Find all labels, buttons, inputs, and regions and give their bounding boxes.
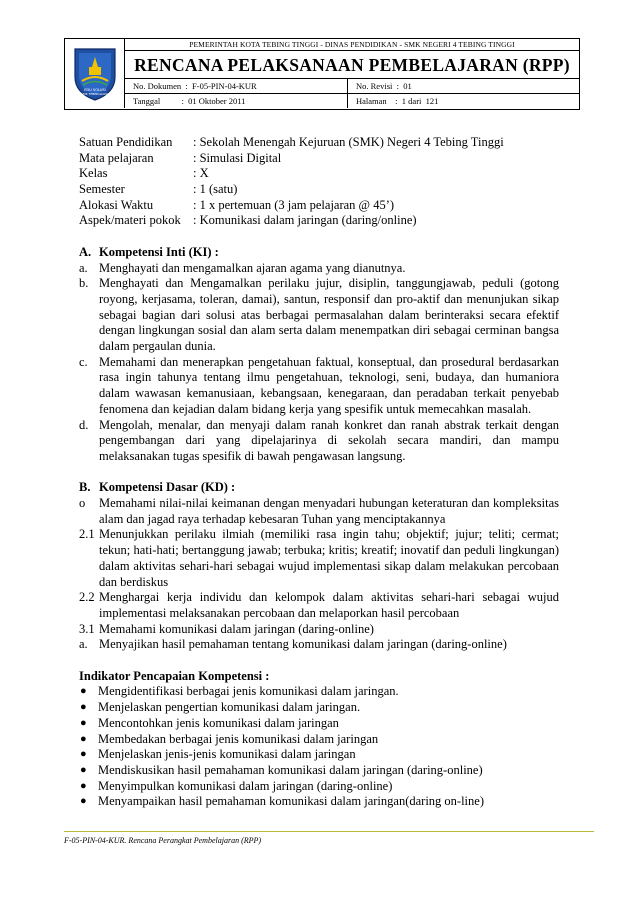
item-marker: 2.1 <box>79 527 95 542</box>
footer-text: F-05-PIN-04-KUR. Rencana Perangkat Pembelajaran (RPP) <box>64 836 262 845</box>
svg-text:SMK TEBINGLIANG: SMK TEBINGLIANG <box>80 91 109 96</box>
bullet-icon: ● <box>80 732 87 745</box>
info-value: : Komunikasi dalam jaringan (daring/online) <box>193 213 417 228</box>
doc-number: No. Dokumen : F-05-PIN-04-KUR <box>125 79 348 93</box>
item-text: Menyajikan hasil pemahaman tentang komunikasi dalam jaringan (daring-online) <box>99 637 507 652</box>
footer-divider <box>64 831 594 832</box>
list-item <box>79 637 559 653</box>
school-logo-icon <box>70 45 120 103</box>
indikator-text: Mengidentifikasi berbagai jenis komunikasi dalam jaringan. <box>98 684 399 699</box>
indikator-item <box>79 716 559 732</box>
bullet-icon: ● <box>80 716 87 729</box>
list-item <box>79 590 559 621</box>
item-marker: d. <box>79 417 89 432</box>
item-text: Memahami dan menerapkan pengetahuan faktual, konseptual, dan prosedural berdasarkan rasa ingin tahunya tentang ilmu pengetahuan, teknologi, seni, budaya, dan humaniora dalam wawasan kemanusiaan, kebangsaan, kenegaraan, dan peradaban terkait penyebab fenomena dan kejadian dalam bidang kerja yang spesifik untuk memecahkan masalah. <box>99 354 559 416</box>
indikator-text: Mencontohkan jenis komunikasi dalam jaringan <box>98 715 339 730</box>
page-count: Halaman : 1 dari 121 <box>356 95 439 106</box>
item-marker: 3.1 <box>79 621 95 636</box>
item-text: Menghayati dan Mengamalkan perilaku jujur, disiplin, tanggungjawab, peduli (gotong royong, kerjasama, toleran, damai), santun, responsif dan pro-aktif dan menunjukan sikap sebagai bagian dari solusi atas berbagai permasalahan dalam berinteraksi secara efektif dengan lingkungan sosial dan alam serta dalam menempatkan diri sebagai cerminan bangsa dalam pergaulan dunia. <box>99 276 559 354</box>
info-value: : 1 x pertemuan (3 jam pelajaran @ 45’) <box>193 197 395 212</box>
info-value: : Simulasi Digital <box>193 150 282 165</box>
item-text: Menghayati dan mengamalkan ajaran agama yang dianutnya. <box>99 260 406 275</box>
info-value: : Sekolah Menengah Kejuruan (SMK) Negeri 4 Tebing Tinggi <box>193 135 504 149</box>
header-agency-line: PEMERINTAH KOTA TEBING TINGGI - DINAS PENDIDIKAN - SMK NEGERI 4 TEBING TINGGI <box>125 39 579 51</box>
list-item <box>79 527 559 590</box>
list-item <box>79 622 559 638</box>
info-list <box>79 135 559 229</box>
item-marker: a. <box>79 637 88 652</box>
indikator-text: Menjelaskan jenis-jenis komunikasi dalam jaringan <box>98 747 356 762</box>
indikator-text: Menyimpulkan komunikasi dalam jaringan (daring-online) <box>98 778 393 793</box>
indikator-item <box>79 700 559 716</box>
doc-date: Tanggal : 01 Oktober 2011 <box>125 94 348 109</box>
bullet-icon: ● <box>80 763 87 776</box>
item-text: Mengolah, menalar, dan menyaji dalam ranah konkret dan ranah abstrak terkait dengan pengembangan dari yang dipelajarinya di sekolah secara mandiri, dan mampu melaksanakan tugas spesifik di bawah pengawasan langsung. <box>99 417 559 463</box>
list-item <box>79 261 559 277</box>
ki-heading: A. Kompetensi Inti (KI) : <box>79 244 219 259</box>
indikator-item <box>79 779 559 795</box>
logo-cell <box>65 39 125 108</box>
item-text: Menghargai kerja individu dan kelompok dalam aktivitas sehari-hari sebagai wujud implementasi melaksanakan percobaan dan melaporkan hasil percobaan <box>99 590 559 620</box>
bullet-icon: ● <box>80 748 87 761</box>
info-row <box>79 198 559 214</box>
revision-number: No. Revisi : 01 <box>356 81 412 91</box>
info-key: Satuan Pendidikan <box>79 135 173 149</box>
list-item <box>79 418 559 465</box>
header-row-2 <box>125 94 579 109</box>
kd-heading: B. Kompetensi Dasar (KD) : <box>79 480 236 495</box>
indikator-item <box>79 763 559 779</box>
info-key: Alokasi Waktu <box>79 197 154 212</box>
indikator-item <box>79 732 559 748</box>
info-key: Kelas <box>79 166 108 181</box>
info-row <box>79 135 559 151</box>
list-item <box>79 355 559 418</box>
info-row <box>79 182 559 198</box>
indikator-item <box>79 794 559 810</box>
info-key: Mata pelajaran <box>79 150 154 165</box>
indikator-text: Mendiskusikan hasil pemahaman komunikasi dalam jaringan (daring-online) <box>98 762 483 777</box>
indikator-list <box>79 684 559 810</box>
bullet-icon: ● <box>80 701 87 714</box>
kd-list <box>79 496 559 653</box>
info-row <box>79 166 559 182</box>
bullet-icon: ● <box>80 795 87 808</box>
item-marker: o <box>79 496 86 511</box>
info-row <box>79 213 559 229</box>
indikator-heading: Indikator Pencapaian Kompetensi : <box>79 668 270 683</box>
header-row-1 <box>125 79 579 94</box>
svg-text:EDU SOLUSI: EDU SOLUSI <box>83 87 106 92</box>
document-title: RENCANA PELAKSANAAN PEMBELAJARAN (RPP) <box>125 51 579 79</box>
item-marker: 2.2 <box>79 590 95 605</box>
indikator-text: Membedakan berbagai jenis komunikasi dalam jaringan <box>98 731 379 746</box>
item-text: Menunjukkan perilaku ilmiah (memiliki rasa ingin tahu; objektif; jujur; teliti; cermat; tekun; hati-hati; bertanggung jawab; terbuka; kritis; kreatif; inovatif dan peduli lingkungan) dalam aktivitas sehari-hari sebagai wujud implementasi sikap dalam melakukan percobaan dan berdiskus <box>99 527 559 589</box>
item-marker: b. <box>79 276 89 291</box>
indikator-text: Menjelaskan pengertian komunikasi dalam jaringan. <box>98 700 361 715</box>
item-marker: c. <box>79 354 88 369</box>
indikator-item <box>79 747 559 763</box>
list-item <box>79 496 559 527</box>
info-value: : 1 (satu) <box>193 182 238 197</box>
indikator-text: Menyampaikan hasil pemahaman komunikasi dalam jaringan(daring on-line) <box>98 794 484 809</box>
item-text: Memahami nilai-nilai keimanan dengan menyadari hubungan keteraturan dan kompleksitas alam dan jagad raya terhadap kebesaran Tuhan yang menciptakannya <box>99 496 559 526</box>
ki-list <box>79 261 559 465</box>
info-key: Semester <box>79 182 125 197</box>
bullet-icon: ● <box>80 779 87 792</box>
item-marker: a. <box>79 260 88 275</box>
bullet-icon: ● <box>80 685 87 698</box>
info-key: Aspek/materi pokok <box>79 213 181 228</box>
indikator-item <box>79 684 559 700</box>
document-body <box>79 135 559 810</box>
document-header <box>64 38 580 110</box>
list-item <box>79 276 559 355</box>
info-value: : X <box>193 166 209 181</box>
item-text: Memahami komunikasi dalam jaringan (daring-online) <box>99 621 374 636</box>
info-row <box>79 151 559 167</box>
